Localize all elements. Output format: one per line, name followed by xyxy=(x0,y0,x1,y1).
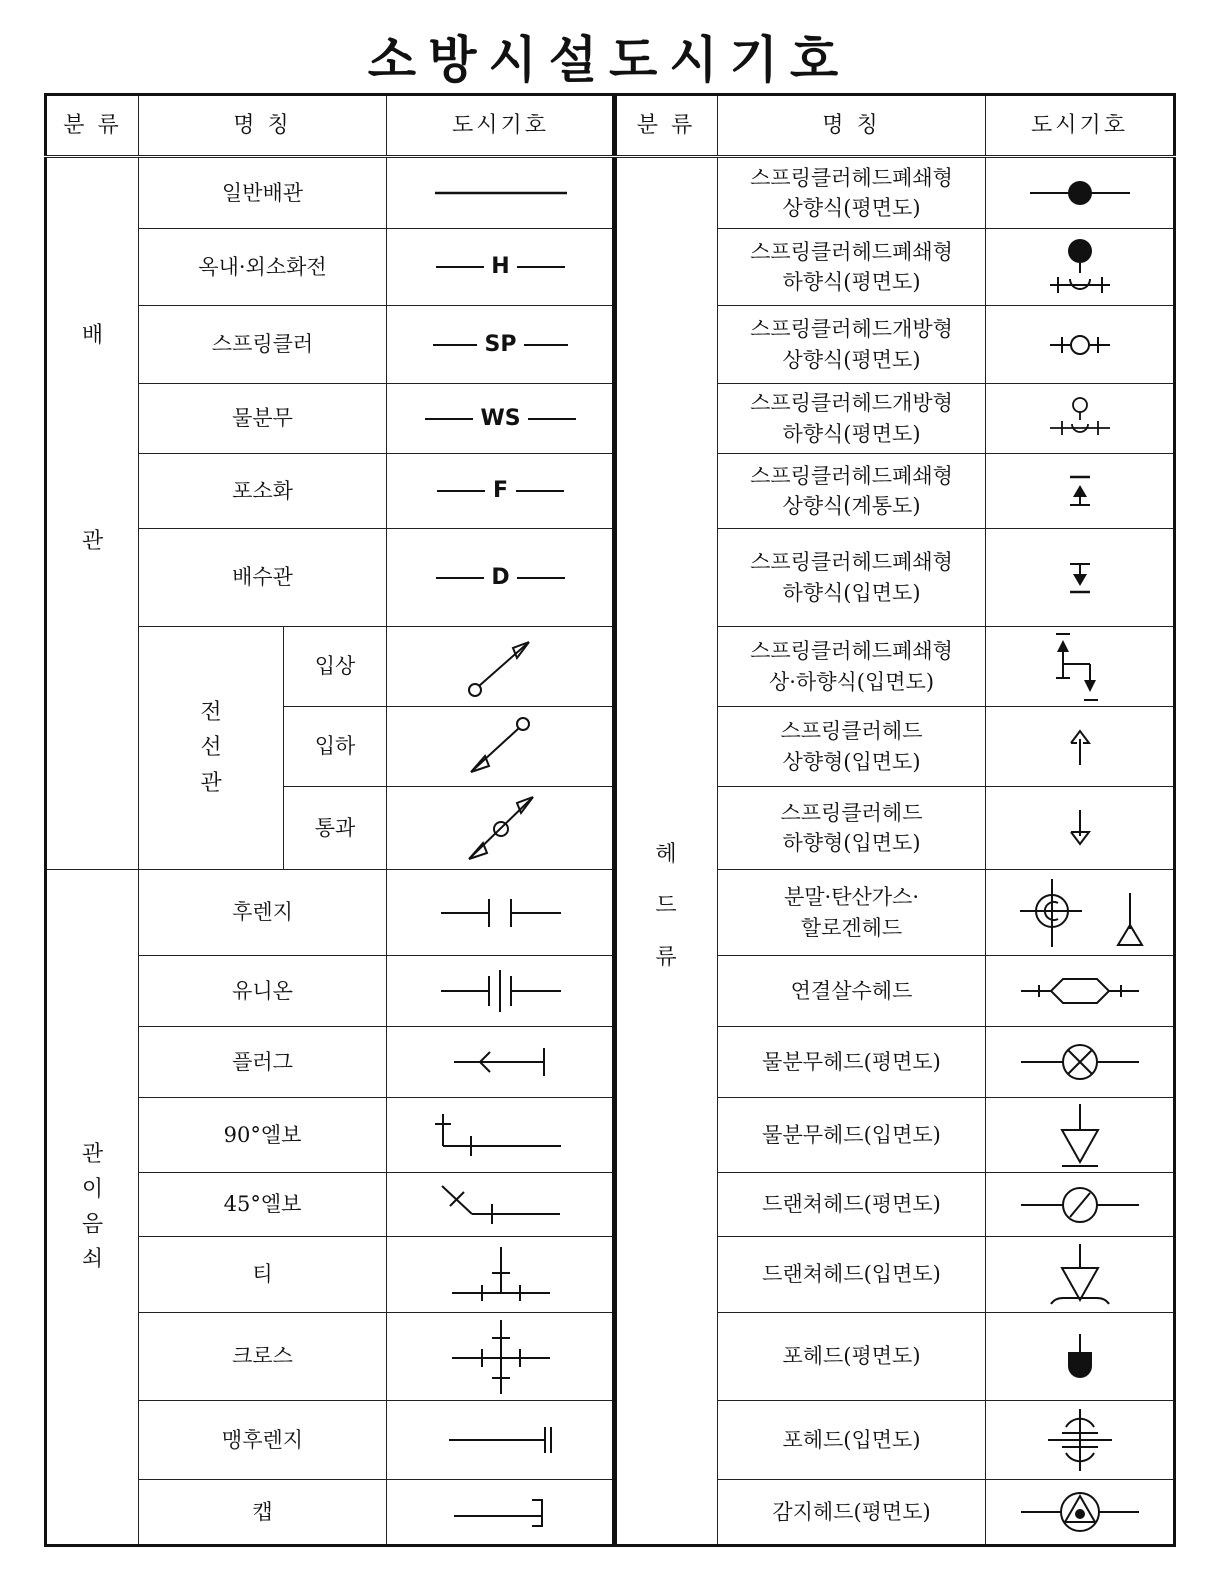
symbol-connected-sprinkler-head xyxy=(986,956,1175,1027)
head-17-line-1: 포헤드(입면도) xyxy=(782,1427,921,1452)
head-18-line-1: 감지헤드(평면도) xyxy=(772,1499,931,1524)
head-6-line-1: 스프링클러헤드폐쇄형 xyxy=(750,550,953,575)
head-5-line-2: 상향식(계통도) xyxy=(782,494,921,518)
head-row-17 xyxy=(718,1401,986,1480)
right-symbol-table xyxy=(612,93,1176,1547)
symbol-elbow-45 xyxy=(387,1173,616,1237)
fitting-flange: 후렌지 xyxy=(139,870,387,956)
symbol-foam-head-elevation xyxy=(986,1401,1175,1480)
head-row-8 xyxy=(718,707,986,787)
pipe-water-spray: 물분무 xyxy=(139,384,387,454)
category-pipe-bottom: 관 xyxy=(81,528,104,554)
symbol-wire-drop xyxy=(387,707,616,787)
header-name: 명 칭 xyxy=(139,95,387,157)
page-title-text: 소방시설도시기호 xyxy=(354,30,852,96)
code-f: F xyxy=(492,478,509,504)
category-fittings xyxy=(46,870,139,1546)
head-1-line-2: 상향식(평면도) xyxy=(782,196,921,220)
category-pipe xyxy=(46,157,139,870)
symbol-closed-pendent-elevation xyxy=(986,529,1175,627)
left-symbol-table xyxy=(44,93,617,1547)
pipe-general: 일반배관 xyxy=(139,157,387,229)
wire-group-1: 전 xyxy=(200,700,222,726)
head-3-line-2: 상향식(평면도) xyxy=(782,347,921,372)
symbol-water-spray-head-elevation xyxy=(986,1098,1175,1173)
symbol-closed-upright-system xyxy=(986,454,1175,529)
head-row-5 xyxy=(718,454,986,529)
head-row-1 xyxy=(718,157,986,229)
head-9-line-1: 스프링클러헤드 xyxy=(780,800,923,825)
head-2-line-2: 하향식(평면도) xyxy=(782,270,921,294)
pipe-sprinkler: 스프링클러 xyxy=(139,306,387,384)
pipe-drain: 배수관 xyxy=(139,529,387,627)
symbol-blind-flange xyxy=(387,1401,616,1480)
symbol-closed-upright-pendent-elevation xyxy=(986,627,1175,707)
symbol-sprinkler-pipe xyxy=(387,306,616,384)
symbol-wire-rise xyxy=(387,627,616,707)
head-row-3 xyxy=(718,306,986,384)
symbol-wire-pass xyxy=(387,787,616,870)
head-8-line-2: 상향형(입면도) xyxy=(782,749,921,774)
header-name-right: 명 칭 xyxy=(718,95,986,157)
head-row-14 xyxy=(718,1173,986,1237)
symbol-union xyxy=(387,956,616,1027)
head-row-11 xyxy=(718,956,986,1027)
fitting-elbow-90: 90°엘보 xyxy=(139,1098,387,1173)
head-row-6 xyxy=(718,529,986,627)
header-category: 분 류 xyxy=(46,95,139,157)
head-6-line-2: 하향식(입면도) xyxy=(782,580,921,605)
symbol-foam-head-plan xyxy=(986,1313,1175,1401)
category-heads-2: 드 xyxy=(655,893,677,919)
head-1-line-1: 스프링클러헤드폐쇄형 xyxy=(750,165,953,190)
header-symbol-right: 도시기호 xyxy=(986,95,1175,157)
symbol-plug xyxy=(387,1027,616,1098)
wire-group-2: 선 xyxy=(200,735,222,761)
symbol-water-spray-pipe xyxy=(387,384,616,454)
head-row-7 xyxy=(718,627,986,707)
symbol-open-pendent-plan xyxy=(986,384,1175,454)
header-symbol: 도시기호 xyxy=(387,95,616,157)
category-fittings-3: 음 xyxy=(81,1212,104,1237)
head-row-10 xyxy=(718,870,986,956)
head-9-line-2: 하향형(입면도) xyxy=(782,831,921,855)
fitting-cap: 캡 xyxy=(139,1480,387,1546)
symbol-detector-head-plan xyxy=(986,1480,1175,1546)
head-row-15 xyxy=(718,1237,986,1313)
symbol-closed-pendent-plan xyxy=(986,229,1175,306)
head-3-line-1: 스프링클러헤드개방형 xyxy=(750,317,953,342)
symbol-water-spray-head-plan xyxy=(986,1027,1175,1098)
header-category-right: 분 류 xyxy=(614,95,718,157)
head-4-line-1: 스프링클러헤드개방형 xyxy=(750,391,953,416)
head-12-line-1: 물분무헤드(평면도) xyxy=(762,1049,941,1074)
wire-conduit-group xyxy=(139,627,284,870)
symbol-powder-gas-halon-head xyxy=(986,870,1175,956)
fitting-elbow-45: 45°엘보 xyxy=(139,1173,387,1237)
symbol-general-pipe xyxy=(387,157,616,229)
head-14-line-1: 드랜쳐헤드(평면도) xyxy=(762,1192,941,1217)
pipe-hydrant: 옥내·외소화전 xyxy=(139,229,387,306)
category-heads xyxy=(614,157,718,1546)
symbol-open-upright-plan xyxy=(986,306,1175,384)
head-15-line-1: 드랜쳐헤드(입면도) xyxy=(762,1262,941,1287)
page-title xyxy=(0,20,1206,92)
category-fittings-1: 관 xyxy=(81,1141,104,1167)
symbol-cross xyxy=(387,1313,616,1401)
head-16-line-1: 포헤드(평면도) xyxy=(782,1344,921,1369)
code-ws: WS xyxy=(480,405,521,431)
code-d: D xyxy=(491,564,510,590)
pipe-foam: 포소화 xyxy=(139,454,387,529)
symbol-closed-upright-plan xyxy=(986,157,1175,229)
category-heads-3: 류 xyxy=(655,944,677,970)
head-4-line-2: 하향식(평면도) xyxy=(782,421,921,446)
category-pipe-top: 배 xyxy=(81,323,104,349)
category-fittings-2: 이 xyxy=(81,1176,104,1202)
head-8-line-1: 스프링클러헤드 xyxy=(780,719,923,744)
fitting-union: 유니온 xyxy=(139,956,387,1027)
head-5-line-1: 스프링클러헤드폐쇄형 xyxy=(750,463,953,488)
head-row-13 xyxy=(718,1098,986,1173)
head-11-line-1: 연결살수헤드 xyxy=(790,978,913,1003)
code-sp: SP xyxy=(484,331,517,357)
fitting-blind-flange: 맹후렌지 xyxy=(139,1401,387,1480)
fitting-cross: 크로스 xyxy=(139,1313,387,1401)
category-fittings-4: 쇠 xyxy=(81,1247,104,1273)
head-13-line-1: 물분무헤드(입면도) xyxy=(762,1122,941,1147)
head-7-line-1: 스프링클러헤드폐쇄형 xyxy=(750,639,953,664)
symbol-tee xyxy=(387,1237,616,1313)
category-heads-1: 헤 xyxy=(655,842,677,868)
head-row-18 xyxy=(718,1480,986,1546)
wire-group-3: 관 xyxy=(200,770,222,796)
head-10-line-2: 할로겐헤드 xyxy=(800,915,903,940)
wire-drop: 입하 xyxy=(284,707,387,787)
head-row-9 xyxy=(718,787,986,870)
head-row-16 xyxy=(718,1313,986,1401)
head-2-line-1: 스프링클러헤드폐쇄형 xyxy=(750,239,953,264)
fitting-tee: 티 xyxy=(139,1237,387,1313)
head-row-12 xyxy=(718,1027,986,1098)
symbol-upright-elevation xyxy=(986,707,1175,787)
head-row-2 xyxy=(718,229,986,306)
symbol-elbow-90 xyxy=(387,1098,616,1173)
symbol-pendent-elevation xyxy=(986,787,1175,870)
head-10-line-1: 분말·탄산가스· xyxy=(783,885,920,910)
fitting-plug: 플러그 xyxy=(139,1027,387,1098)
wire-pass: 통과 xyxy=(284,787,387,870)
wire-rise: 입상 xyxy=(284,627,387,707)
symbol-flange xyxy=(387,870,616,956)
symbol-cap xyxy=(387,1480,616,1546)
head-7-line-2: 상·하향식(입면도) xyxy=(768,669,935,694)
symbol-foam-pipe xyxy=(387,454,616,529)
symbol-drain-pipe xyxy=(387,529,616,627)
code-h: H xyxy=(491,254,510,280)
head-row-4 xyxy=(718,384,986,454)
symbol-drencher-head-elevation xyxy=(986,1237,1175,1313)
symbol-hydrant-pipe xyxy=(387,229,616,306)
symbol-drencher-head-plan xyxy=(986,1173,1175,1237)
